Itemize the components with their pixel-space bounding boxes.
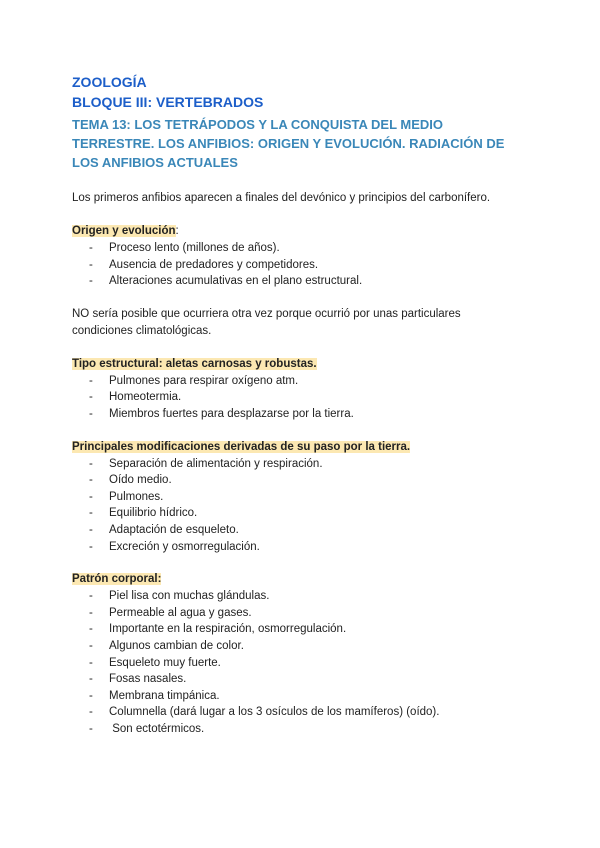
body-pattern-section: [72, 571, 532, 737]
body-pattern-title: [72, 571, 532, 588]
list-item: - Alteraciones acumulativas en el plano estructural.: [72, 273, 532, 290]
subject-heading: ZOOLOGÍA: [72, 74, 147, 90]
list-item: - Pulmones para respirar oxígeno atm.: [72, 373, 532, 390]
origin-title: [72, 223, 532, 240]
list-item: - Permeable al agua y gases.: [72, 605, 532, 622]
list-item: - Homeotermia.: [72, 389, 532, 406]
modifications-list: [72, 456, 532, 556]
list-item: - Miembros fuertes para desplazarse por la tierra.: [72, 406, 532, 423]
list-item: - Separación de alimentación y respiración.: [72, 456, 532, 473]
intro-paragraph: Los primeros anfibios aparecen a finales del devónico y principios del carbonífero.: [72, 192, 491, 204]
structural-section: [72, 356, 532, 423]
list-item: - Excreción y osmorregulación.: [72, 539, 532, 556]
modifications-title-text: Principales modificaciones derivadas de su paso por la tierra.: [72, 440, 411, 453]
note-line-1: NO sería posible que ocurriera otra vez porque ocurrió por unas particulares: [72, 307, 461, 320]
origin-list: [72, 240, 532, 290]
body-pattern-title-text: Patrón corporal:: [72, 573, 162, 586]
list-item: - Ausencia de predadores y competidores.: [72, 257, 532, 274]
list-item: - Equilibrio hídrico.: [72, 505, 532, 522]
topic-heading-line-1: TEMA 13: LOS TETRÁPODOS Y LA CONQUISTA DEL MEDIO: [72, 117, 444, 132]
modifications-section: [72, 439, 532, 556]
list-item: - Membrana timpánica.: [72, 688, 532, 705]
structural-list: [72, 373, 532, 423]
list-item: - Esqueleto muy fuerte.: [72, 655, 532, 672]
list-item: - Piel lisa con muchas glándulas.: [72, 588, 532, 605]
document-content: [72, 72, 532, 737]
structural-title: [72, 356, 532, 373]
origin-title-colon: :: [175, 225, 179, 237]
list-item: - Son ectotérmicos.: [72, 721, 532, 738]
note-paragraph: [72, 306, 532, 340]
origin-section: [72, 223, 532, 290]
modifications-title: [72, 439, 532, 456]
origin-title-text: Origen y evolución: [72, 225, 176, 237]
body-pattern-list: [72, 588, 532, 737]
note-line-2: condiciones climatológicas.: [72, 324, 212, 337]
list-item: - Importante en la respiración, osmorregulación.: [72, 621, 532, 638]
list-item: - Algunos cambian de color.: [72, 638, 532, 655]
block-heading: BLOQUE III: VERTEBRADOS: [72, 94, 264, 110]
topic-heading-line-2: TERRESTRE. LOS ANFIBIOS: ORIGEN Y EVOLUCIÓN. RADIACIÓN DE: [72, 136, 505, 151]
topic-heading-line-3: LOS ANFIBIOS ACTUALES: [72, 155, 238, 170]
list-item: - Oído medio.: [72, 472, 532, 489]
list-item: - Fosas nasales.: [72, 671, 532, 688]
list-item: - Columnella (dará lugar a los 3 osículos de los mamíferos) (oído).: [72, 704, 532, 721]
topic-heading: [72, 115, 532, 172]
list-item: - Pulmones.: [72, 489, 532, 506]
structural-title-text: Tipo estructural: aletas carnosas y robustas.: [72, 357, 317, 370]
list-item: - Adaptación de esqueleto.: [72, 522, 532, 539]
list-item: - Proceso lento (millones de años).: [72, 240, 532, 257]
